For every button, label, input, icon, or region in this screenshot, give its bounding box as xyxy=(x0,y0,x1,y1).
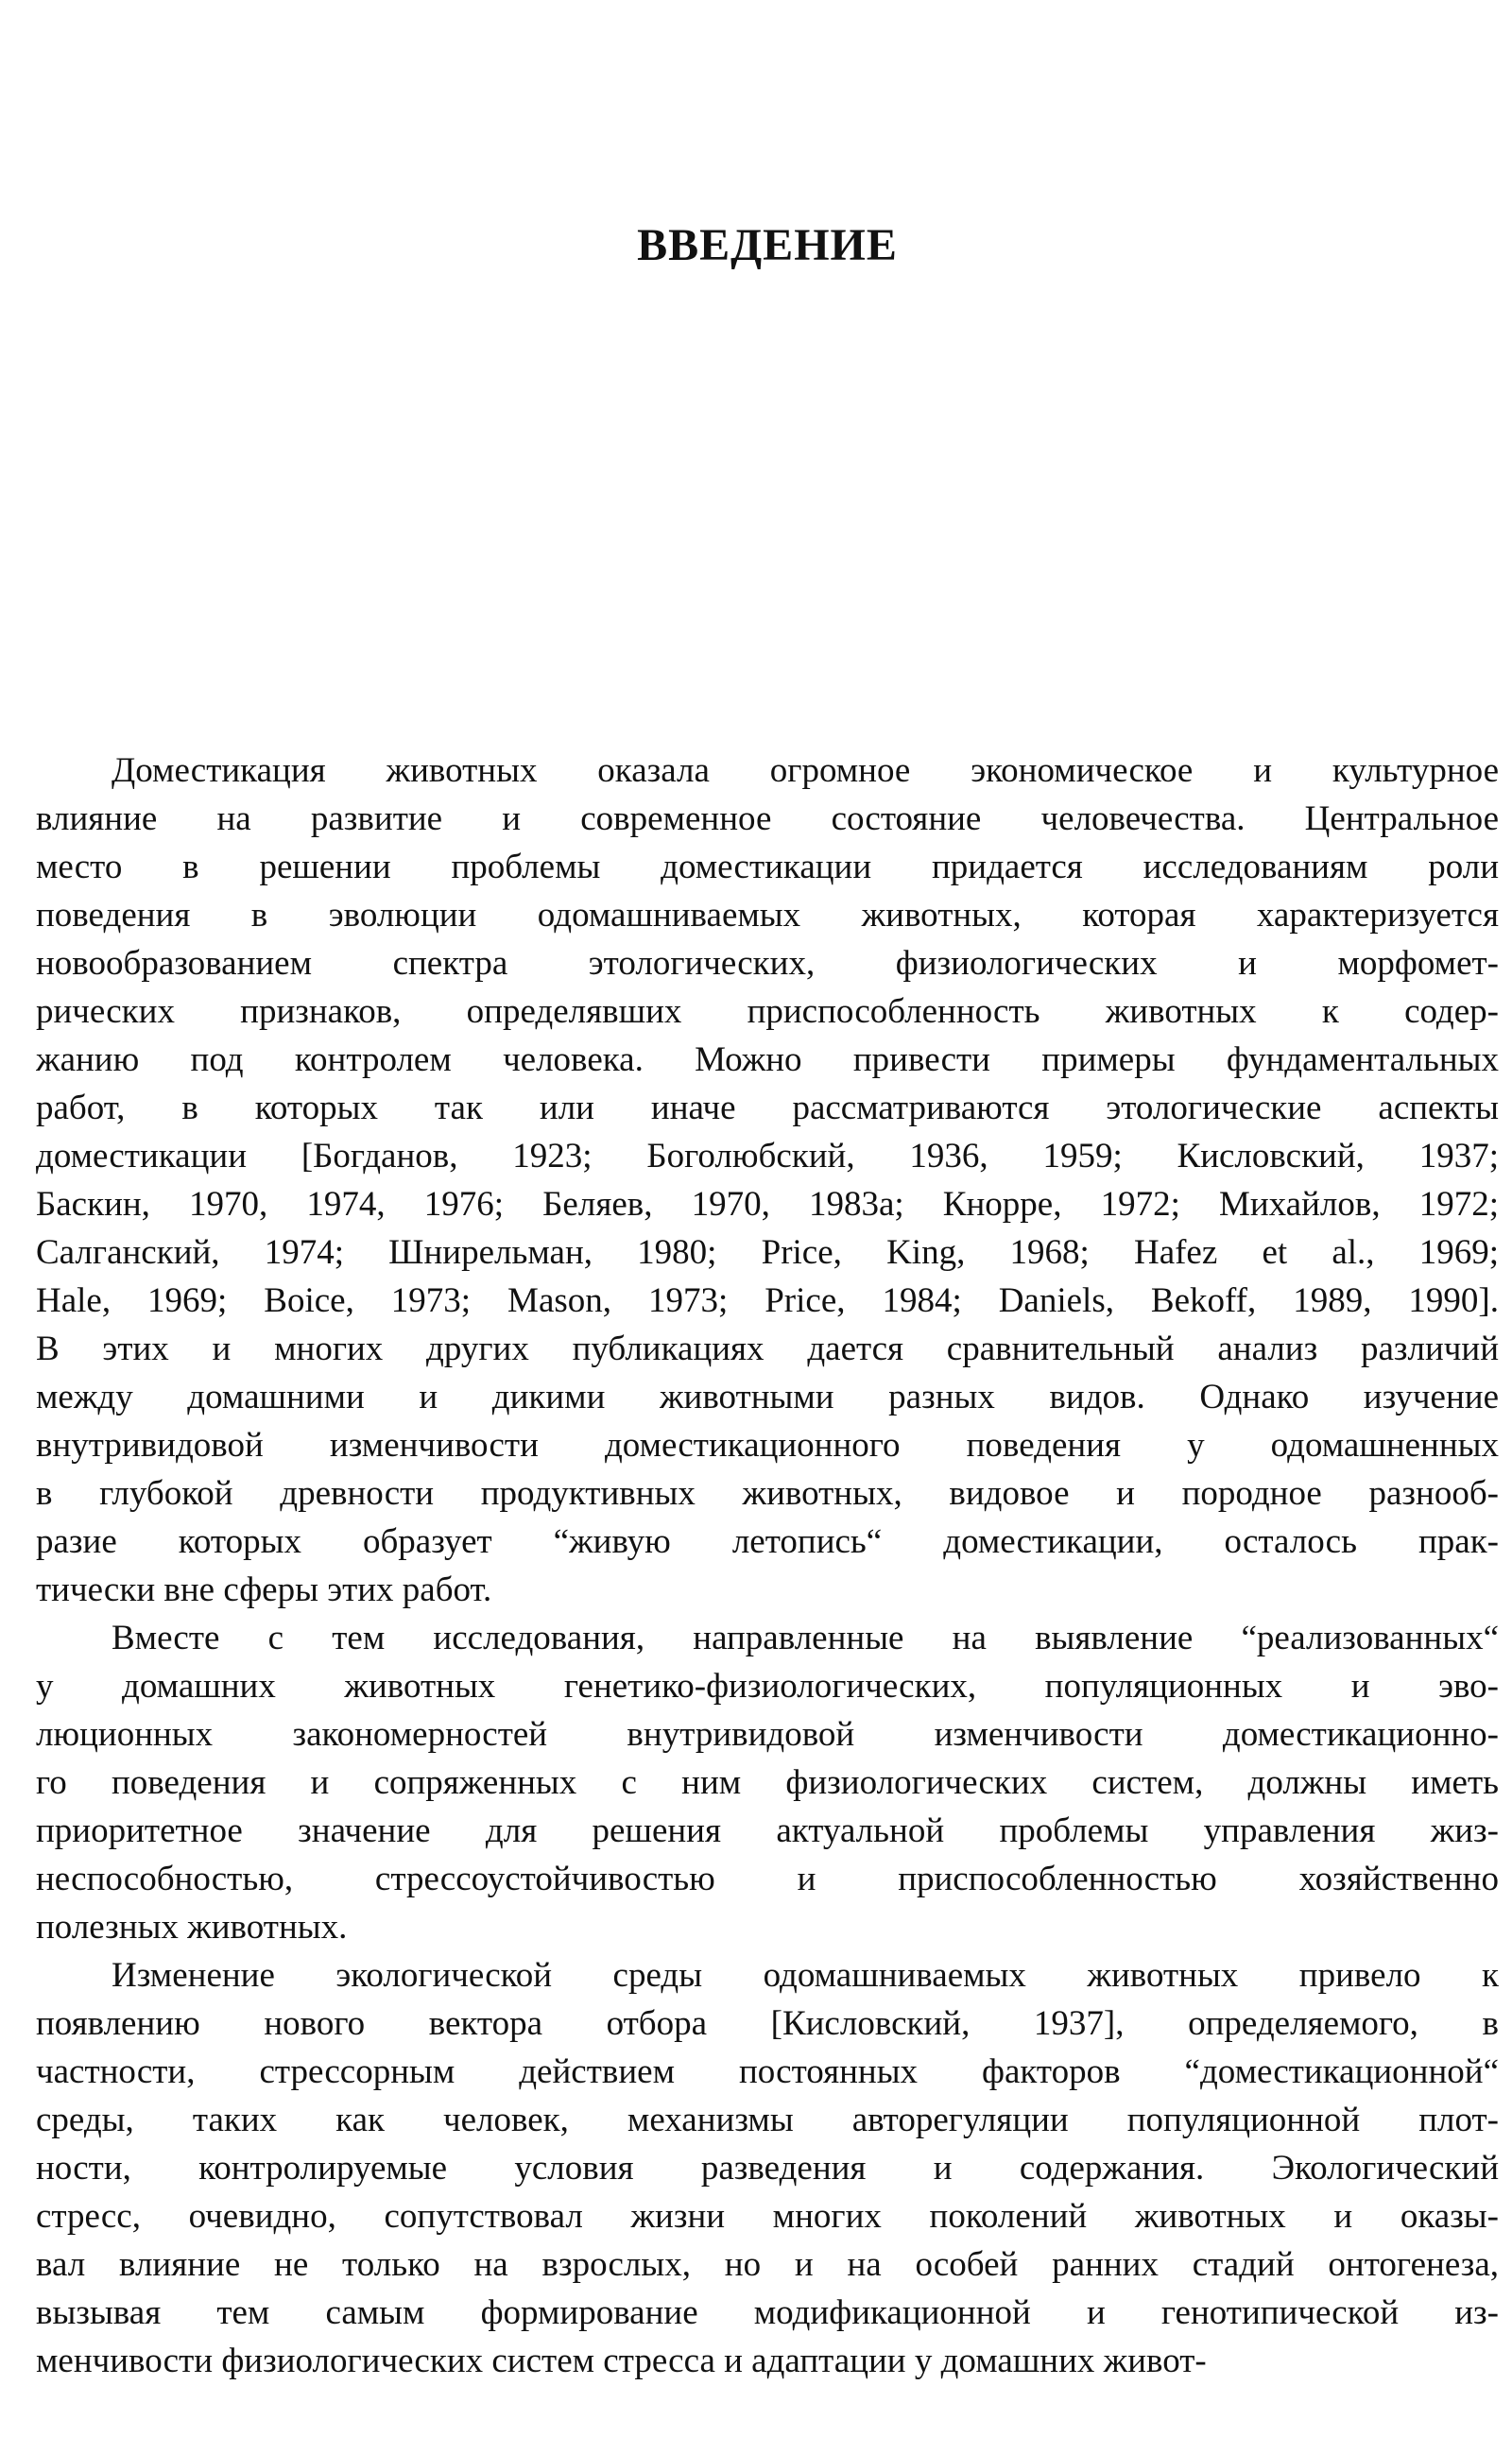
text-line: внутривидовой изменчивости доместикационного поведения у одомашненных xyxy=(36,1426,1499,1465)
document-page xyxy=(36,0,1499,2437)
paragraph xyxy=(36,747,1499,1614)
text-line: среды, таких как человек, механизмы авторегуляции популяционной плот- xyxy=(36,2101,1499,2139)
text-line: Hale, 1969; Boice, 1973; Mason, 1973; Price, 1984; Daniels, Bekoff, 1989, 1990]. xyxy=(36,1281,1499,1320)
paragraph xyxy=(36,1614,1499,1951)
text-line: в глубокой древности продуктивных животных, видовое и породное разнооб- xyxy=(36,1474,1499,1513)
text-line: приоритетное значение для решения актуальной проблемы управления жиз- xyxy=(36,1811,1499,1850)
body-text xyxy=(36,747,1499,2385)
text-line: В этих и многих других публикациях дается сравнительный анализ различий xyxy=(36,1330,1499,1368)
text-line: между домашними и дикими животными разных видов. Однако изучение xyxy=(36,1378,1499,1416)
text-line: место в решении проблемы доместикации придается исследованиям роли xyxy=(36,848,1499,886)
text-line: полезных животных. xyxy=(36,1908,348,1947)
text-line: ности, контролируемые условия разведения и содержания. Экологический xyxy=(36,2149,1499,2188)
text-line: влияние на развитие и современное состояние человечества. Центральное xyxy=(36,799,1499,838)
text-line: жанию под контролем человека. Можно привести примеры фундаментальных xyxy=(36,1040,1499,1079)
text-line: Салганский, 1974; Шнирельман, 1980; Price, King, 1968; Hafez et al., 1969; xyxy=(36,1233,1499,1272)
text-line: люционных закономерностей внутривидовой изменчивости доместикационно- xyxy=(36,1715,1499,1754)
text-line: неспособностью, стрессоустойчивостью и приспособленностью хозяйственно xyxy=(36,1860,1499,1898)
text-line: у домашних животных генетико-физиологических, популяционных и эво- xyxy=(36,1667,1499,1706)
text-line: работ, в которых так или иначе рассматриваются этологические аспекты xyxy=(36,1089,1499,1127)
text-line: Баскин, 1970, 1974, 1976; Беляев, 1970, 1983а; Кнорре, 1972; Михайлов, 1972; xyxy=(36,1185,1499,1224)
page-title: ВВЕДЕНИЕ xyxy=(637,220,898,270)
text-line: разие которых образует “живую летопись“ доместикации, осталось прак- xyxy=(36,1522,1499,1561)
text-line: рических признаков, определявших приспособленность животных к содер- xyxy=(36,992,1499,1031)
text-line: Изменение экологической среды одомашниваемых животных привело к xyxy=(112,1956,1499,1995)
text-line: поведения в эволюции одомашниваемых животных, которая характеризуется xyxy=(36,896,1499,935)
text-line: вал влияние не только на взрослых, но и на особей ранних стадий онтогенеза, xyxy=(36,2245,1499,2284)
text-line: тически вне сферы этих работ. xyxy=(36,1570,492,1609)
text-line: Доместикация животных оказала огромное экономическое и культурное xyxy=(112,751,1499,790)
text-line: Вместе с тем исследования, направленные на выявление “реализованных“ xyxy=(112,1619,1499,1657)
text-line: частности, стрессорным действием постоянных факторов “доместикационной“ xyxy=(36,2052,1499,2091)
paragraph xyxy=(36,1951,1499,2385)
text-line: появлению нового вектора отбора [Кисловский, 1937], определяемого, в xyxy=(36,2004,1499,2043)
text-line: менчивости физиологических систем стресса и адаптации у домашних живот- xyxy=(36,2342,1207,2380)
text-line: го поведения и сопряженных с ним физиологических систем, должны иметь xyxy=(36,1763,1499,1802)
text-line: стресс, очевидно, сопутствовал жизни многих поколений животных и оказы- xyxy=(36,2197,1499,2236)
text-line: вызывая тем самым формирование модификационной и генотипической из- xyxy=(36,2293,1499,2332)
text-line: новообразованием спектра этологических, физиологических и морфомет- xyxy=(36,944,1499,983)
text-line: доместикации [Богданов, 1923; Боголюбский, 1936, 1959; Кисловский, 1937; xyxy=(36,1137,1499,1176)
